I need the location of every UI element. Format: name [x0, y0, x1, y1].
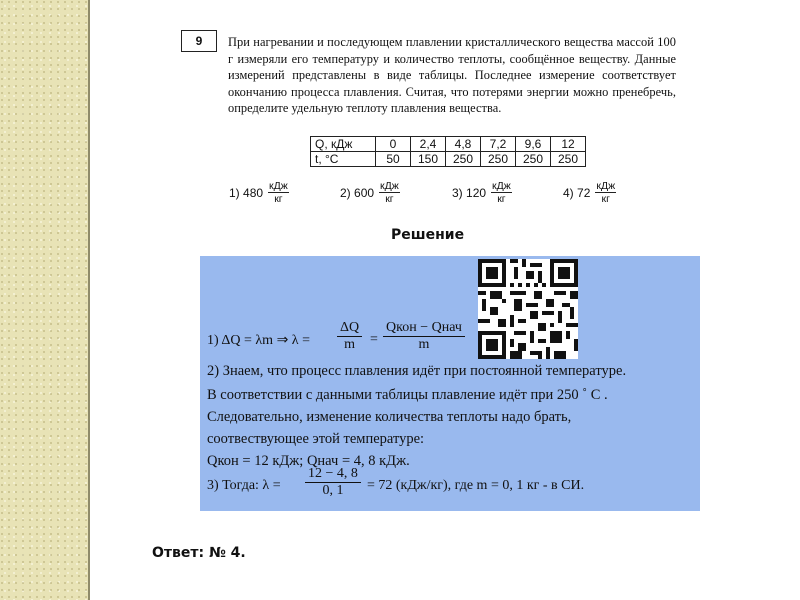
answer-option-3: [452, 180, 512, 205]
formula-fraction: ΔQ m: [337, 320, 362, 353]
option-value: 600: [354, 185, 375, 200]
answer-option-1: [229, 180, 289, 205]
solution-line-6: Qкон = 12 кДж; Qнач = 4, 8 кДж.: [207, 453, 410, 469]
table-cell: 9,6: [516, 137, 551, 152]
solution-line-2: 2) Знаем, что процесс плавления идёт при постоянной температуре.: [207, 363, 627, 379]
option-unit: $\frac{\text{кДж}}{кг}$: [492, 180, 511, 205]
table-row-label: t, °C: [311, 152, 376, 167]
option-label: 2): [340, 185, 351, 200]
answer-option-4: [563, 180, 616, 205]
solution-panel: [200, 256, 700, 511]
option-unit: $\frac{\text{кДж}}{кг}$: [596, 180, 616, 205]
qr-code[interactable]: [478, 259, 578, 359]
table-row-temperature: [311, 152, 586, 167]
option-label: 4): [563, 185, 574, 200]
solution-line-4: Следовательно, изменение количества теплоты надо брать,: [207, 409, 572, 425]
table-cell: 12: [551, 137, 586, 152]
solution-line-3: В соответствии с данными таблицы плавление идёт при 250 ˚ C .: [207, 387, 608, 403]
option-unit: $\frac{\text{кДж}}{кг}$: [269, 180, 288, 205]
task-number: 9: [181, 30, 217, 52]
option-value: 480: [243, 185, 264, 200]
table-cell: 250: [551, 152, 586, 167]
table-cell: 250: [446, 152, 481, 167]
solution-title: Решение: [391, 227, 465, 243]
table-cell: 250: [516, 152, 551, 167]
side-strip-border: [88, 0, 90, 600]
formula-suffix: = 72 (кДж/кг), где m = 0, 1 кг - в СИ.: [367, 478, 585, 493]
option-value: 72: [577, 185, 591, 200]
table-cell: 250: [481, 152, 516, 167]
table-cell: 0: [376, 137, 411, 152]
measurement-table: [310, 136, 586, 167]
table-cell: 7,2: [481, 137, 516, 152]
table-cell: 50: [376, 152, 411, 167]
option-unit: $\frac{\text{кДж}}{кг}$: [380, 180, 399, 205]
option-label: 3): [452, 185, 463, 200]
answer-text: Ответ: № 4.: [152, 545, 246, 561]
decorative-side-strip: [0, 0, 88, 600]
solution-line-5: соотвествующее этой температуре:: [207, 431, 425, 447]
option-value: 120: [466, 185, 487, 200]
table-cell: 4,8: [446, 137, 481, 152]
table-cell: 150: [411, 152, 446, 167]
task-text: При нагревании и последующем плавлении кристаллического вещества массой 100 г измеряли его температуру и количество теплоты, сообщённое веществу. Данные измерений представлены в виде таблицы. Последнее измерение соответствует окончанию процесса плавления. Считая, что потерями энергии можно пренебречь, определите удельную теплоту плавления вещества.: [228, 35, 676, 115]
formula-equals: =: [370, 332, 378, 347]
formula-prefix: 1) ΔQ = λm ⇒ λ =: [207, 333, 310, 348]
formula-fraction: 12 − 4, 8 0, 1: [305, 466, 361, 499]
answer-option-2: [340, 180, 400, 205]
option-label: 1): [229, 185, 240, 200]
table-cell: 2,4: [411, 137, 446, 152]
table-row-label: Q, кДж: [311, 137, 376, 152]
table-row-heat: [311, 137, 586, 152]
formula-prefix: 3) Тогда: λ =: [207, 478, 281, 493]
formula-fraction: Qкон − Qнач m: [383, 320, 465, 353]
